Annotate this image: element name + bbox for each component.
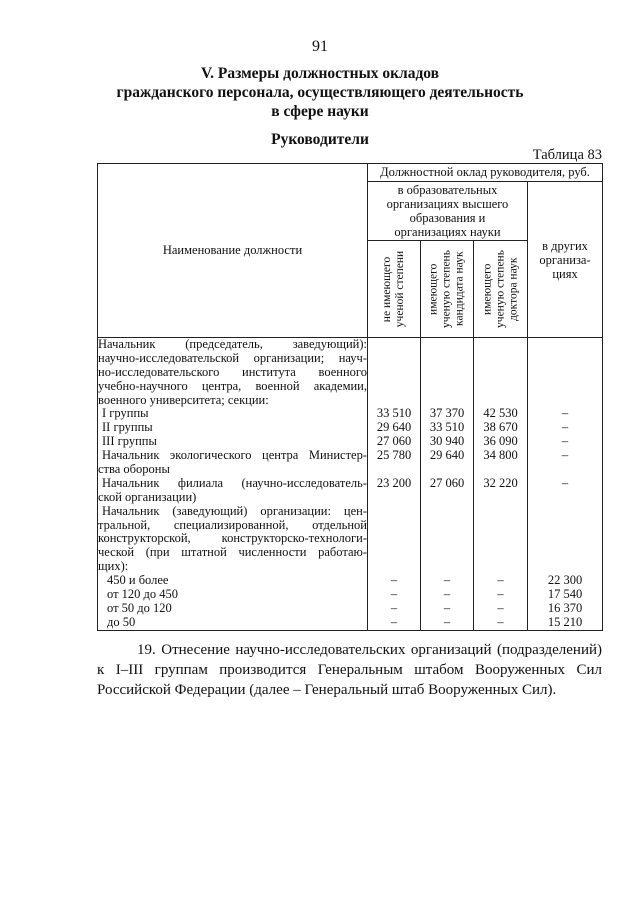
value-cell — [421, 560, 473, 574]
value-cell: 30 940 — [429, 435, 465, 449]
header-line: ученую степень — [440, 250, 453, 328]
value-cell — [474, 352, 527, 366]
value-cell: 36 090 — [483, 435, 518, 449]
value-cell — [368, 352, 420, 366]
header-line: циях — [552, 266, 578, 281]
value-cell — [474, 394, 527, 408]
header-line: имеющего — [481, 263, 493, 315]
value-cell: 25 780 — [376, 449, 412, 463]
value-cell: – — [497, 588, 504, 602]
position-name-column — [98, 338, 368, 631]
header-line: в образовательных — [397, 183, 498, 197]
value-cell — [421, 532, 473, 546]
header-line: организациях высшего — [386, 197, 509, 211]
value-cell — [474, 532, 527, 546]
value-cell: – — [390, 588, 398, 602]
value-cell: – — [561, 449, 569, 463]
value-cell: – — [390, 574, 398, 588]
name-line: ческой (при штатной численности работаю- — [98, 546, 367, 560]
header-line: в других — [542, 238, 588, 253]
value-cell — [421, 546, 473, 560]
table-body-row — [98, 338, 603, 631]
paragraph-line: к I–III группам производится Генеральным штабом Вооруженных Сил — [97, 662, 602, 678]
value-cell — [528, 394, 602, 408]
paragraph-line: 19. Отнесение научно-исследовательских организаций (подразделений) — [137, 642, 602, 658]
section-title-line: в сфере науки — [271, 103, 369, 120]
header-line: доктора наук — [507, 257, 519, 321]
value-cell — [421, 352, 473, 366]
value-cell: – — [390, 615, 398, 629]
value-cell: – — [497, 601, 504, 615]
value-cell: – — [443, 574, 451, 588]
value-cell: – — [561, 407, 569, 421]
name-line: III группы — [102, 435, 157, 449]
value-cell: 42 530 — [483, 407, 518, 421]
value-cell — [528, 491, 602, 505]
value-cell: 34 800 — [483, 449, 518, 463]
value-cell — [474, 505, 527, 519]
value-column-doctor — [474, 338, 528, 631]
value-cell: – — [443, 615, 451, 629]
paragraph-line: Российской Федерации (далее – Генеральный штаб Вооруженных Сил). — [97, 682, 557, 698]
value-cell — [528, 546, 602, 560]
name-line: от 120 до 450 — [107, 588, 179, 602]
value-cell: 27 060 — [429, 476, 465, 490]
header-line: ученой степени — [394, 250, 406, 328]
value-cell — [368, 380, 420, 394]
value-cell — [474, 366, 527, 380]
value-cell — [421, 463, 473, 477]
column-header-education-orgs — [368, 182, 528, 241]
value-cell — [368, 366, 420, 380]
name-line: Начальник филиала (научно-исследователь- — [102, 476, 367, 490]
value-cell — [528, 532, 602, 546]
value-cell — [474, 560, 527, 574]
value-cell: 32 220 — [483, 476, 518, 490]
value-cell: – — [443, 588, 451, 602]
value-cell — [421, 380, 473, 394]
name-line: II группы — [102, 421, 153, 435]
value-cell: 27 060 — [376, 435, 412, 449]
value-cell — [368, 338, 420, 352]
column-header-no-degree — [368, 241, 421, 338]
value-cell — [368, 491, 420, 505]
value-cell — [528, 519, 602, 533]
value-cell — [474, 519, 527, 533]
value-cell — [528, 560, 602, 574]
value-cell: 33 510 — [376, 407, 412, 421]
value-cell: 16 370 — [547, 601, 583, 615]
value-cell — [528, 338, 602, 352]
name-line: ской организации) — [98, 490, 197, 504]
value-cell — [528, 380, 602, 394]
name-line: конструкторской, конструкторско-технологи- — [98, 532, 367, 546]
value-cell — [474, 338, 527, 352]
name-line: учебно-научного центра, военной академии, — [98, 379, 367, 393]
value-cell — [421, 366, 473, 380]
value-cell — [368, 519, 420, 533]
value-cell: – — [443, 601, 451, 615]
name-line: щих): — [98, 560, 129, 574]
name-line: 450 и более — [107, 574, 169, 588]
name-line: до 50 — [107, 615, 136, 629]
value-cell: 33 510 — [429, 421, 465, 435]
value-cell — [368, 546, 420, 560]
column-header-doctor — [474, 241, 528, 338]
value-cell — [528, 366, 602, 380]
value-column-candidate — [421, 338, 474, 631]
value-cell — [421, 338, 473, 352]
column-header-position: Наименование должности — [98, 164, 368, 338]
header-line: кандидата наук — [453, 251, 466, 327]
value-column-no-degree — [368, 338, 421, 631]
value-cell — [528, 505, 602, 519]
value-column-other-orgs — [528, 338, 603, 631]
value-cell: – — [561, 476, 569, 490]
name-line: но-исследовательского института военного — [98, 365, 367, 379]
value-cell — [368, 532, 420, 546]
value-cell — [474, 463, 527, 477]
name-line: тральной, специализированной, отдельной — [98, 518, 367, 532]
name-line: от 50 до 120 — [107, 601, 172, 615]
value-cell: 23 200 — [376, 476, 412, 490]
header-line: организа- — [539, 252, 591, 267]
value-cell — [528, 352, 602, 366]
table-label: Таблица 83 — [532, 147, 602, 163]
header-line: образования и — [409, 211, 486, 225]
value-cell — [421, 519, 473, 533]
value-cell — [368, 505, 420, 519]
value-cell — [474, 546, 527, 560]
table-subtitle: Руководители — [271, 131, 369, 148]
column-header-other-orgs — [528, 182, 603, 338]
value-cell — [421, 505, 473, 519]
value-cell: – — [561, 421, 569, 435]
value-cell — [528, 463, 602, 477]
name-line: ства обороны — [98, 463, 170, 477]
section-title-line: V. Размеры должностных окладов — [200, 65, 440, 82]
value-cell — [368, 394, 420, 408]
value-cell: – — [390, 601, 398, 615]
value-cell: 37 370 — [429, 407, 465, 421]
section-title — [0, 64, 640, 121]
value-cell: – — [497, 615, 504, 629]
value-cell — [474, 380, 527, 394]
header-line: ученую степень — [494, 250, 506, 328]
name-line: Начальник экологического центра Министер- — [102, 449, 367, 463]
name-line: I группы — [102, 407, 149, 421]
value-cell: 15 210 — [547, 615, 583, 629]
value-cell: 29 640 — [376, 421, 412, 435]
column-header-candidate — [421, 241, 474, 338]
header-line: организациях науки — [394, 225, 501, 239]
header-line: не имеющего — [381, 256, 393, 322]
name-line: Начальник (председатель, заведующий): — [98, 338, 367, 351]
column-header-salary: Должностной оклад руководителя, руб. — [368, 164, 603, 182]
page-number: 91 — [312, 38, 328, 55]
name-line: военного университета; секции: — [98, 393, 269, 407]
value-cell: 17 540 — [547, 588, 583, 602]
value-cell — [368, 463, 420, 477]
header-line: имеющего — [427, 263, 440, 315]
value-cell — [474, 491, 527, 505]
value-cell: – — [497, 574, 504, 588]
section-title-line: гражданского персонала, осуществляющего деятельность — [116, 84, 524, 101]
value-cell — [421, 394, 473, 408]
value-cell — [368, 560, 420, 574]
value-cell: – — [561, 435, 569, 449]
name-line: Начальник (заведующий) организации: цен- — [102, 504, 367, 518]
value-cell: 29 640 — [429, 449, 465, 463]
value-cell: 22 300 — [547, 574, 583, 588]
value-cell — [421, 491, 473, 505]
salary-table — [97, 163, 603, 631]
value-cell: 38 670 — [483, 421, 518, 435]
paragraph-19 — [97, 640, 602, 700]
name-line: научно-исследовательской организации; науч- — [98, 351, 367, 365]
